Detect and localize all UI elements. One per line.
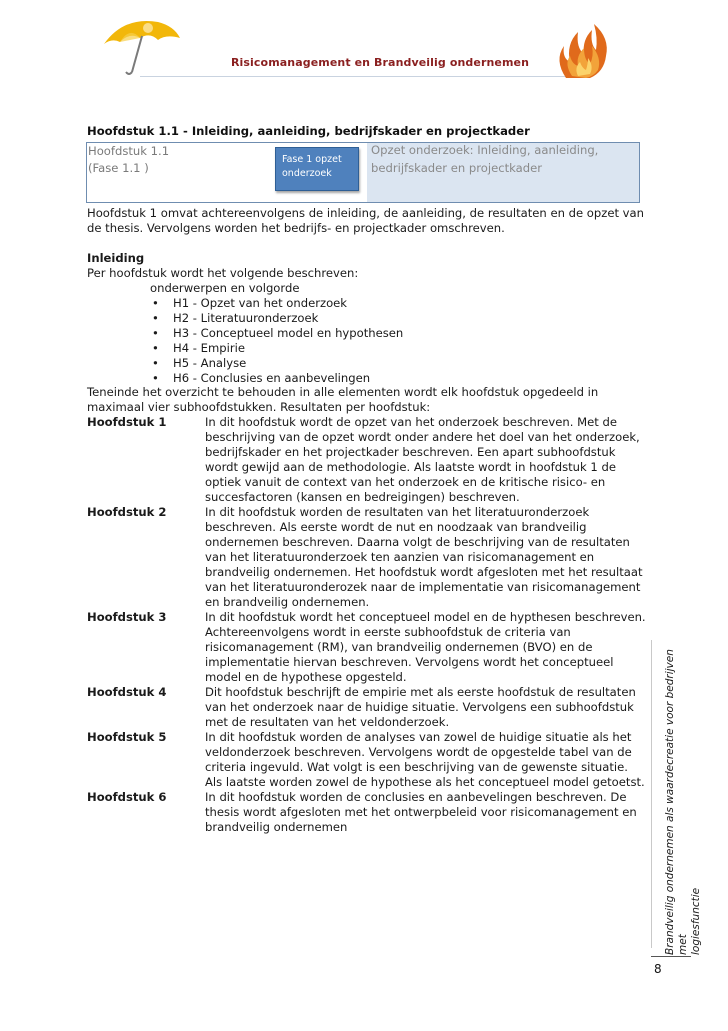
bullet-icon: • — [152, 371, 159, 385]
chapter-label: Hoofdstuk 4 — [87, 685, 167, 699]
side-caption-line1: Brandveilig ondernemen als waardecreatie voor bedrijven met — [664, 649, 689, 955]
chapter-label: Hoofdstuk 2 — [87, 505, 167, 519]
list-item: • H1 - Opzet van het onderzoek — [152, 296, 348, 310]
phase-fase-label: (Fase 1.1 ) — [88, 161, 149, 175]
chapter-text: In dit hoofdstuk worden de conclusies en aanbevelingen beschreven. De thesis wordt afgesloten met het ontwerpbeleid voor risicomanagement en brandveilig ondernemen — [205, 790, 637, 834]
bullet-icon: • — [152, 341, 159, 355]
chapter-row — [87, 730, 647, 790]
phase-description — [371, 141, 631, 177]
page-header-title: Risicomanagement en Brandveilig ondernemen — [230, 56, 530, 69]
bullet-icon: • — [152, 296, 159, 310]
phase-table — [86, 142, 640, 203]
inleiding-intro-line: Per hoofdstuk wordt het volgende beschreven: — [87, 266, 359, 280]
inleiding-summary: Teneinde het overzicht te behouden in alle elementen wordt elk hoofdstuk opgedeeld in maximaal vier subhoofdstukken. Resultaten per hoofdstuk: — [87, 385, 599, 414]
chapter-row — [87, 505, 647, 610]
chapter-text: In dit hoofdstuk wordt het conceptueel model en de hypthesen beschreven. Achtereenvolgens wordt in eerste subhoofdstuk de criteria van risicomanagement (RM), van brandveilig ondernemen (BVO) en de implementatie hiervan beschreven. Vervolgens wordt het conceptueel model en de hypothese opgesteld. — [205, 610, 646, 684]
page-number-divider — [651, 956, 691, 957]
chapter-row — [87, 685, 647, 730]
chapter-text: Dit hoofdstuk beschrijft de empirie met als eerste hoofdstuk de resultaten van het onderzoek naar de huidige situatie. Vervolgens een subhoofdstuk met de resultaten van het veldonderzoek. — [205, 685, 636, 729]
chapter-row — [87, 610, 647, 685]
margin-divider — [651, 640, 652, 948]
chapter-label: Hoofdstuk 1 — [87, 415, 167, 429]
inleiding-heading: Inleiding — [87, 251, 145, 265]
umbrella-logo-icon — [96, 14, 186, 80]
bullet-icon: • — [152, 311, 159, 325]
list-item: • H5 - Analyse — [152, 356, 247, 370]
chapter-text: In dit hoofdstuk wordt de opzet van het onderzoek beschreven. Met de beschrijving van de opzet wordt onder andere het doel van het onderzoek, bedrijfskader en het projectkader beschreven. Een apart subhoofdstuk wordt gewijd aan de methodologie. Als laatste wordt in hoofdstuk 1 de optiek vanuit de context van het onderzoek en de kritische risico- en succesfactoren (kansen en bedreigingen) beschreven. — [205, 415, 640, 504]
chapter-label: Hoofdstuk 3 — [87, 610, 167, 624]
chapter-bullet-list — [152, 296, 403, 386]
chapter-row — [87, 415, 647, 505]
chapter-descriptions — [87, 415, 647, 835]
chapter-heading: Hoofdstuk 1.1 - Inleiding, aanleiding, bedrijfskader en projectkader — [87, 124, 530, 138]
page-number: 8 — [654, 962, 662, 976]
list-item: • H2 - Literatuuronderzoek — [152, 311, 319, 325]
intro-paragraph: Hoofdstuk 1 omvat achtereenvolgens de inleiding, de aanleiding, de resultaten en de opzet van de thesis. Vervolgens worden het bedrijfs- en projectkader omschreven. — [87, 206, 644, 235]
side-caption-line2: logiesfunctie — [690, 887, 702, 955]
list-item: • H3 - Conceptueel model en hypothesen — [152, 326, 404, 340]
list-item: • H4 - Empirie — [152, 341, 245, 355]
phase-chapter-label: Hoofdstuk 1.1 — [88, 144, 170, 158]
phase-description-line1: Opzet onderzoek: Inleiding, aanleiding, — [371, 143, 599, 157]
phase-badge-line2: onderzoek — [282, 168, 332, 179]
phase-badge — [275, 147, 359, 191]
chapter-row — [87, 790, 647, 835]
chapter-label: Hoofdstuk 6 — [87, 790, 167, 804]
bullet-icon: • — [152, 356, 159, 370]
list-item: • H6 - Conclusies en aanbevelingen — [152, 371, 371, 385]
header-divider — [140, 76, 588, 77]
chapter-text: In dit hoofdstuk worden de analyses van zowel de huidige situatie als het veldonderzoek beschreven. Vervolgens wordt de opgestelde tabel van de criteria ingevuld. Wat volgt is een beschrijving van de gewenste situatie. Als laatste worden zowel de hypothese als het conceptueel model getoetst. — [205, 730, 645, 789]
inleiding-subline: onderwerpen en volgorde — [150, 281, 300, 295]
chapter-text: In dit hoofdstuk worden de resultaten van het literatuuronderzoek beschreven. Als eerste wordt de nut en noodzaak van brandveilig ondernemen beschreven. Daarna volgt de beschrijving van de resultaten van het literatuuronderzoek ten aanzien van risicomanagement en brandveilig ondernemen. Het hoofdstuk wordt afgesloten met het resultaat van het literatuuronderozek naar de implementatie van risicomanagement en brandveilig ondernemen. — [205, 505, 643, 609]
phase-badge-line1: Fase 1 opzet — [282, 154, 342, 165]
phase-table-left-cell — [87, 143, 263, 202]
chapter-label: Hoofdstuk 5 — [87, 730, 167, 744]
bullet-icon: • — [152, 326, 159, 340]
flame-logo-icon — [552, 14, 612, 84]
phase-description-line2: bedrijfskader en projectkader — [371, 161, 543, 175]
vertical-side-caption — [664, 625, 703, 955]
